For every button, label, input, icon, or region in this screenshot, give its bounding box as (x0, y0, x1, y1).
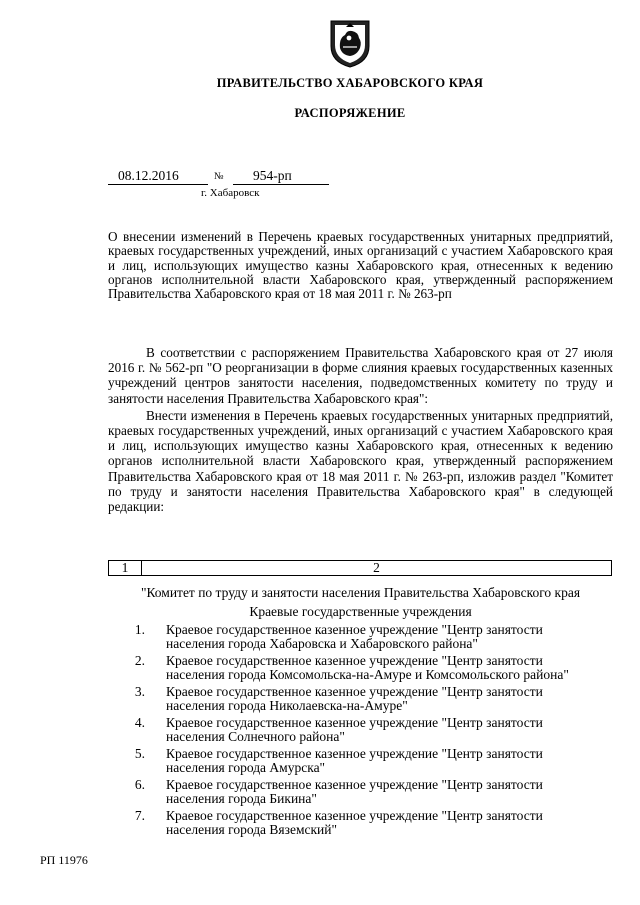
document-code: РП 11976 (40, 853, 88, 867)
institution-list (108, 623, 613, 840)
list-item: 1. Краевое государственное казенное учреждение "Центр занятости населения города Хабаровска и Хабаровского района" (134, 622, 543, 651)
section-title: "Комитет по труду и занятости населения Правительства Хабаровского края (140, 585, 581, 600)
list-item: 4. Краевое государственное казенное учреждение "Центр занятости населения Солнечного района" (134, 715, 543, 744)
body-paragraph-2: Внести изменения в Перечень краевых государственных унитарных предприятий, краевых государственных учреждений, иных организаций с участием Хабаровского края и лиц, использующих имущество казны Хабаровского края, отнесенных к ведению органов исполнительной власти Хабаровского края, утвержденный распоряжением Правительства Хабаровского края от 18 мая 2011 г. № 263-рп, изложив раздел "Комитет по труду и занятости населения Правительства Хабаровского края" в следующей редакции: (108, 407, 613, 515)
column-1-header: 1 (109, 561, 142, 575)
document-body (108, 345, 613, 516)
khabarovsk-coat-of-arms-icon (327, 18, 373, 68)
list-item: 6. Краевое государственное казенное учреждение "Центр занятости населения города Бикина" (134, 777, 543, 806)
number-sign: № (214, 171, 224, 182)
column-header-table (108, 560, 612, 576)
list-item: 5. Краевое государственное казенное учреждение "Центр занятости населения города Амурска" (134, 746, 543, 775)
list-item: 7. Краевое государственное казенное учреждение "Центр занятости населения города Вяземский" (134, 808, 543, 837)
city-label: г. Хабаровск (201, 187, 260, 199)
document-date: 08.12.2016 (108, 168, 208, 185)
document-number: 954-рп (233, 168, 329, 185)
government-title: ПРАВИТЕЛЬСТВО ХАБАРОВСКОГО КРАЯ (216, 76, 484, 90)
list-item: 3. Краевое государственное казенное учреждение "Центр занятости населения города Николаевска-на-Амуре" (134, 684, 543, 713)
list-item: 2. Краевое государственное казенное учреждение "Центр занятости населения города Комсомольска-на-Амуре и Комсомольского района" (134, 653, 569, 682)
section-subtitle: Краевые государственные учреждения (249, 604, 472, 619)
body-paragraph-1: В соответствии с распоряжением Правительства Хабаровского края от 27 июля 2016 г. № 562-рп "О реорганизации в форме слияния краевых государственных казенных учреждений центров занятости населения, подведомственных комитету по труду и занятости населения Правительства Хабаровского края": (108, 345, 613, 406)
document-type: РАСПОРЯЖЕНИЕ (294, 106, 406, 120)
document-subject: О внесении изменений в Перечень краевых государственных унитарных предприятий, краевых государственных учреждений, иных организаций с участием Хабаровского края и лиц, использующих имущество казны Хабаровского края, отнесенных к ведению органов исполнительной власти Хабаровского края, утвержденный распоряжением Правительства Хабаровского края от 18 мая 2011 г. № 263-рп (108, 229, 613, 302)
column-2-header: 2 (373, 560, 380, 575)
